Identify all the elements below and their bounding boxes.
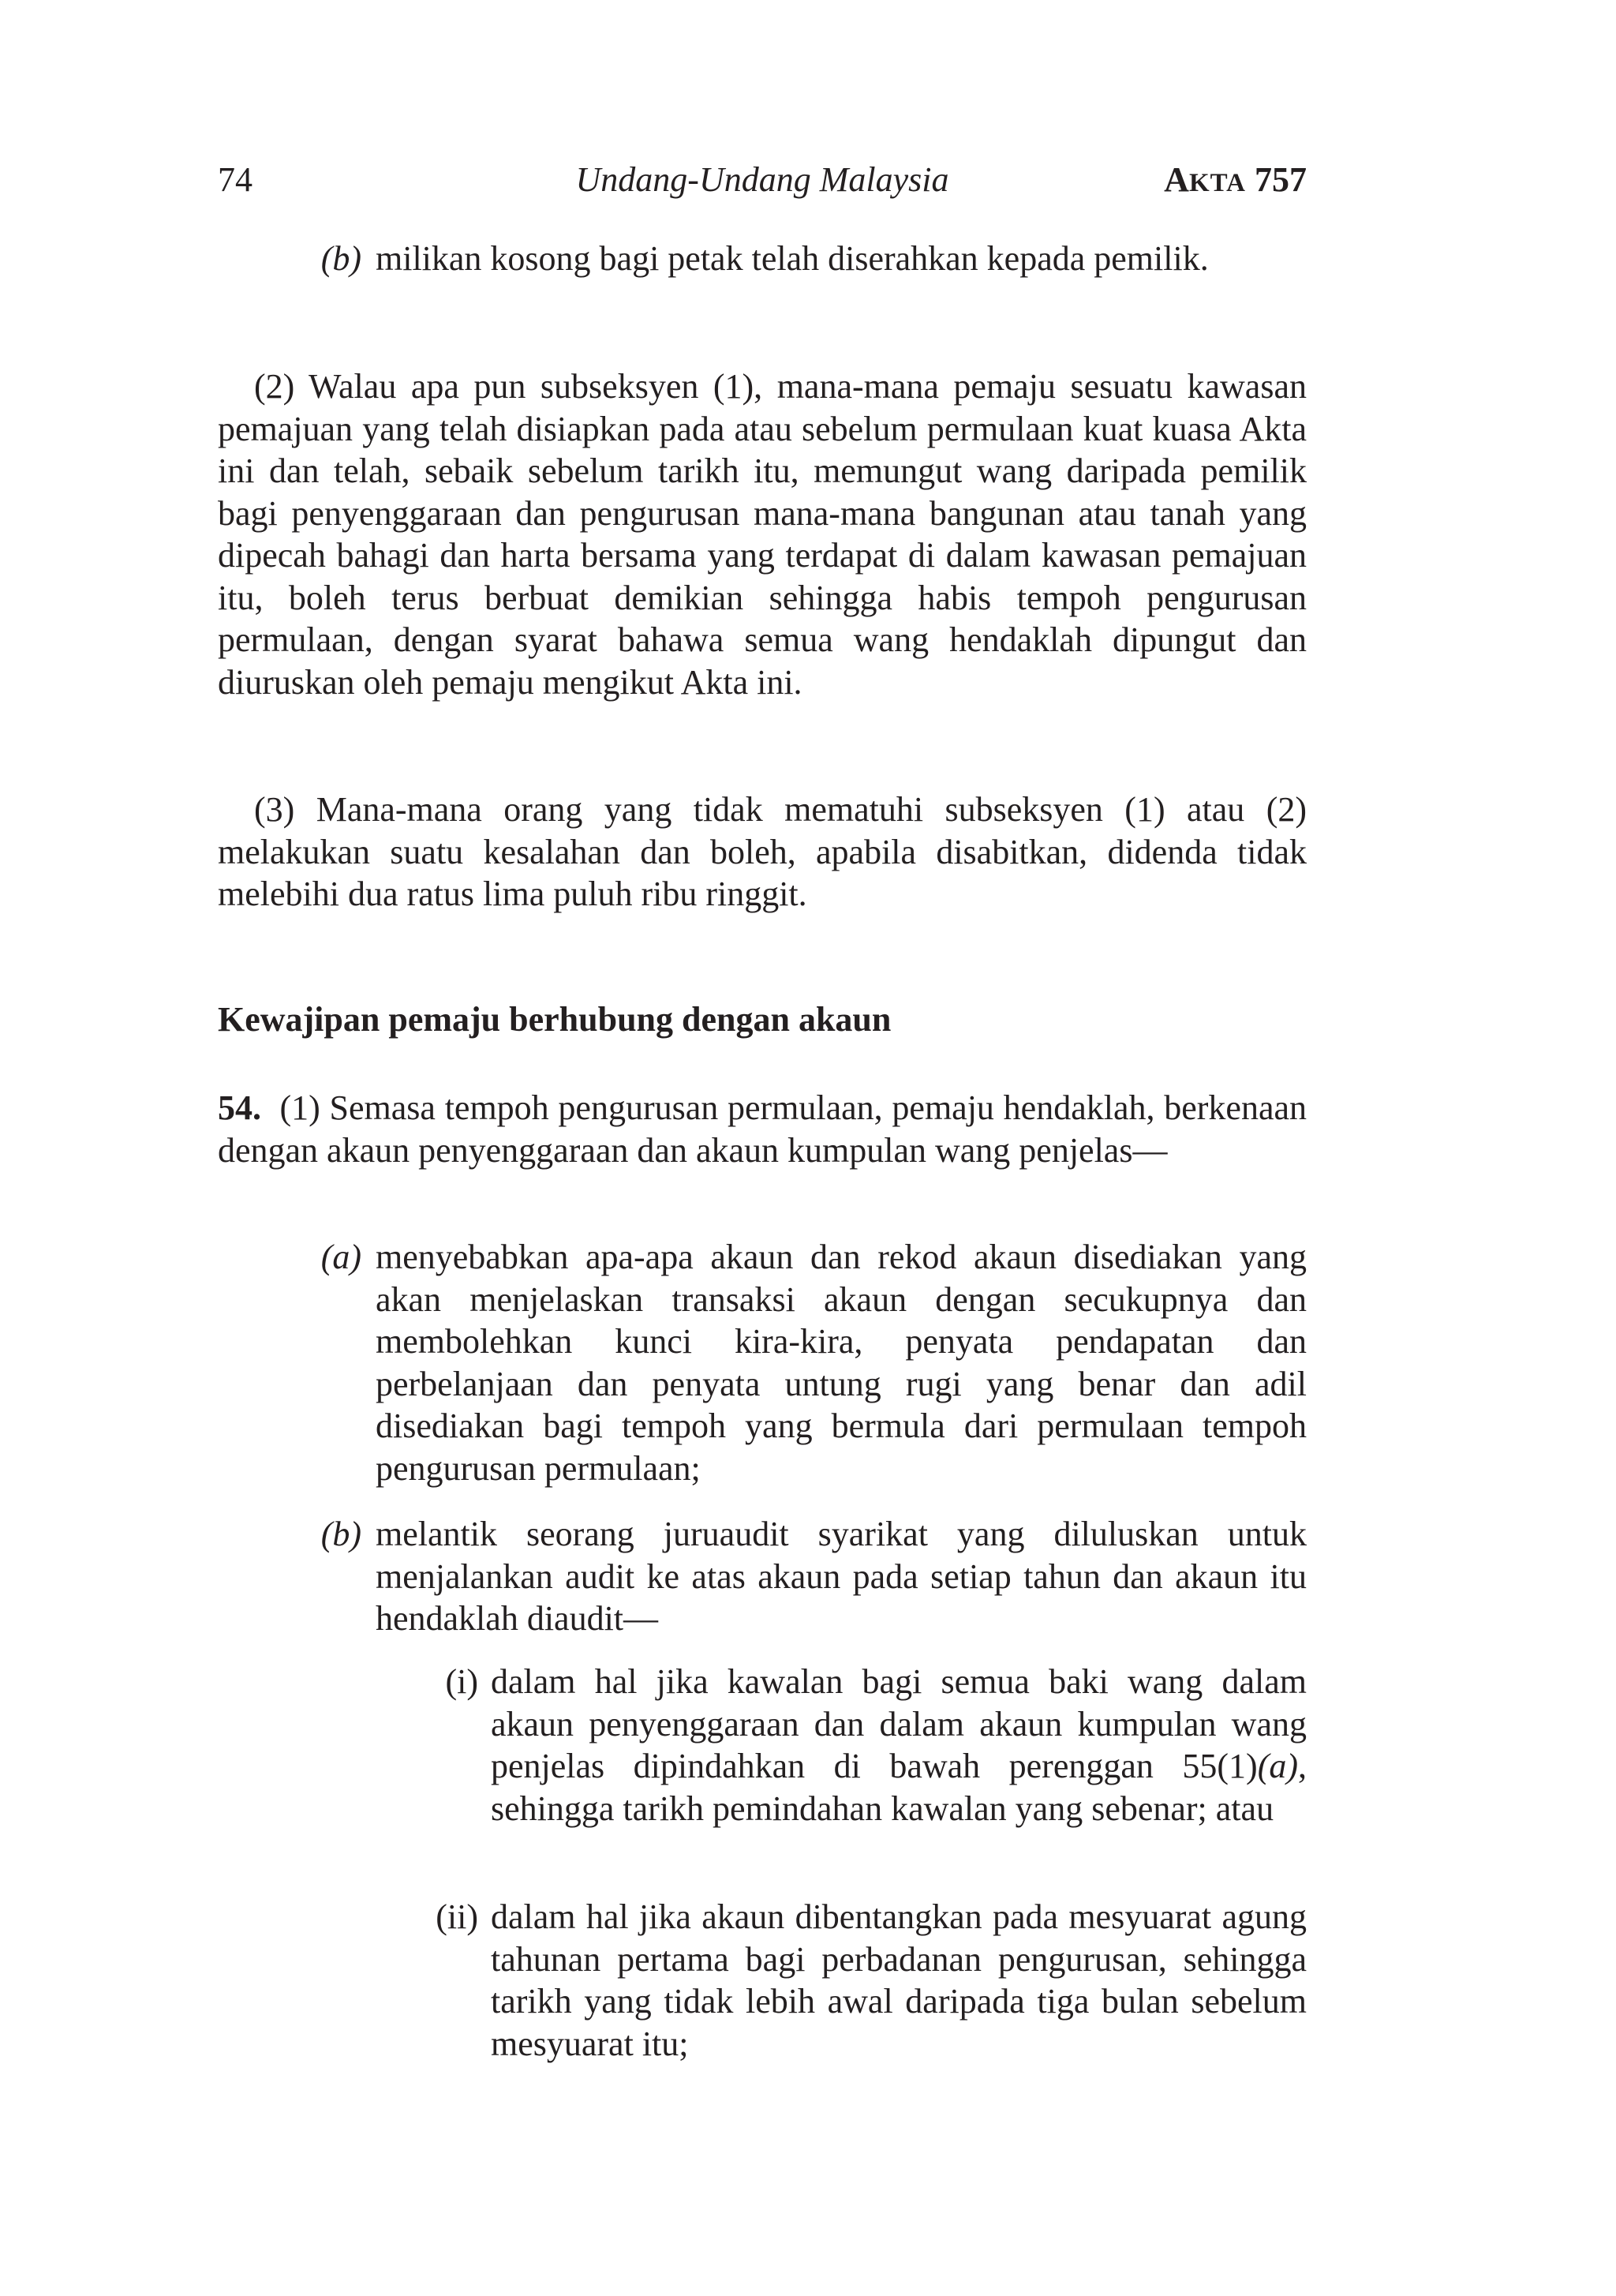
section-number: 54. bbox=[218, 1088, 261, 1127]
list-item bbox=[218, 1513, 1307, 1640]
section-54-item-a bbox=[218, 1236, 1307, 1489]
item-label: (b) bbox=[320, 1515, 361, 1553]
item-text: dalam hal jika akaun dibentangkan pada mesyuarat agung tahunan pertama bagi perbadanan pengurusan, sehingga tarikh yang tidak lebih awal daripada tiga bulan sebelum mesyuarat itu; bbox=[491, 1897, 1307, 2063]
continuation-item-b bbox=[218, 238, 1307, 280]
section-54-subitem-i bbox=[218, 1661, 1307, 1830]
act-prefix-initial: A bbox=[1164, 160, 1189, 199]
item-text: milikan kosong bagi petak telah diserahkan kepada pemilik. bbox=[376, 239, 1209, 278]
document-page bbox=[218, 0, 1307, 2296]
page-number: 74 bbox=[218, 160, 252, 199]
list-item bbox=[218, 1896, 1307, 2065]
list-item bbox=[218, 238, 1307, 280]
subsection-3-text: (3) Mana-mana orang yang tidak mematuhi subseksyen (1) atau (2) melakukan suatu kesalahan dan boleh, apabila disabitkan, didenda tidak melebihi dua ratus lima puluh ribu ringgit. bbox=[218, 790, 1307, 913]
act-reference bbox=[1164, 156, 1307, 207]
section-54-intro bbox=[218, 1087, 1307, 1171]
item-text-italic: (a) bbox=[1257, 1747, 1298, 1785]
subsection-2-text: (2) Walau apa pun subseksyen (1), mana-mana pemaju sesuatu kawasan pemajuan yang telah disiapkan pada atau sebelum permulaan kuat kuasa Akta ini dan telah, sebaik sebelum tarikh itu, memungut wang daripada pemilik bagi penyenggaraan dan pengurusan mana-mana bangunan atau tanah yang dipecah bahagi dan harta bersama yang terdapat di dalam kawasan pemajuan itu, boleh terus berbuat demikian sehingga habis tempoh pengurusan permulaan, dengan syarat bahawa semua wang hendaklah dipungut dan diuruskan oleh pemaju mengikut Akta ini. bbox=[218, 367, 1307, 702]
item-text: melantik seorang juruaudit syarikat yang diluluskan untuk menjalankan audit ke atas akaun pada setiap tahun dan akaun itu hendaklah diaudit— bbox=[376, 1515, 1307, 1638]
page-header bbox=[218, 156, 1307, 204]
item-text-before: dalam hal jika kawalan bagi semua baki wang dalam akaun penyenggaraan dan dalam akaun kumpulan wang penjelas dipindahkan di bawah perenggan 55(1) bbox=[491, 1662, 1307, 1785]
list-item bbox=[218, 1661, 1307, 1830]
item-text: menyebabkan apa-apa akaun dan rekod akaun disediakan yang akan menjelaskan transaksi akaun dengan secukupnya dan membolehkan kunci kira-kira, penyata pendapatan dan perbelanjaan dan penyata untung rugi yang benar dan adil disediakan bagi tempoh yang bermula dari permulaan tempoh pengurusan permulaan; bbox=[376, 1238, 1307, 1488]
item-text-after: , sehingga tarikh pemindahan kawalan yang sebenar; atau bbox=[491, 1747, 1307, 1828]
item-text bbox=[491, 1662, 1307, 1828]
section-heading: Kewajipan pemaju berhubung dengan akaun bbox=[218, 1000, 892, 1039]
subsection-3 bbox=[218, 788, 1307, 916]
section-54-intro-text: (1) Semasa tempoh pengurusan permulaan, pemaju hendaklah, berkenaan dengan akaun penyenggaraan dan akaun kumpulan wang penjelas— bbox=[218, 1088, 1307, 1170]
section-54-subitem-ii bbox=[218, 1896, 1307, 2065]
section-54-item-b bbox=[218, 1513, 1307, 1640]
item-label: (ii) bbox=[436, 1897, 478, 1936]
item-label: (i) bbox=[445, 1662, 478, 1701]
subsection-2 bbox=[218, 365, 1307, 703]
running-title: Undang-Undang Malaysia bbox=[575, 160, 949, 199]
item-label: (b) bbox=[320, 239, 361, 278]
act-number: 757 bbox=[1255, 160, 1307, 199]
list-item bbox=[218, 1236, 1307, 1489]
item-label: (a) bbox=[320, 1238, 361, 1276]
section-54 bbox=[218, 1087, 1307, 1171]
act-prefix-rest: KTA bbox=[1188, 169, 1246, 197]
